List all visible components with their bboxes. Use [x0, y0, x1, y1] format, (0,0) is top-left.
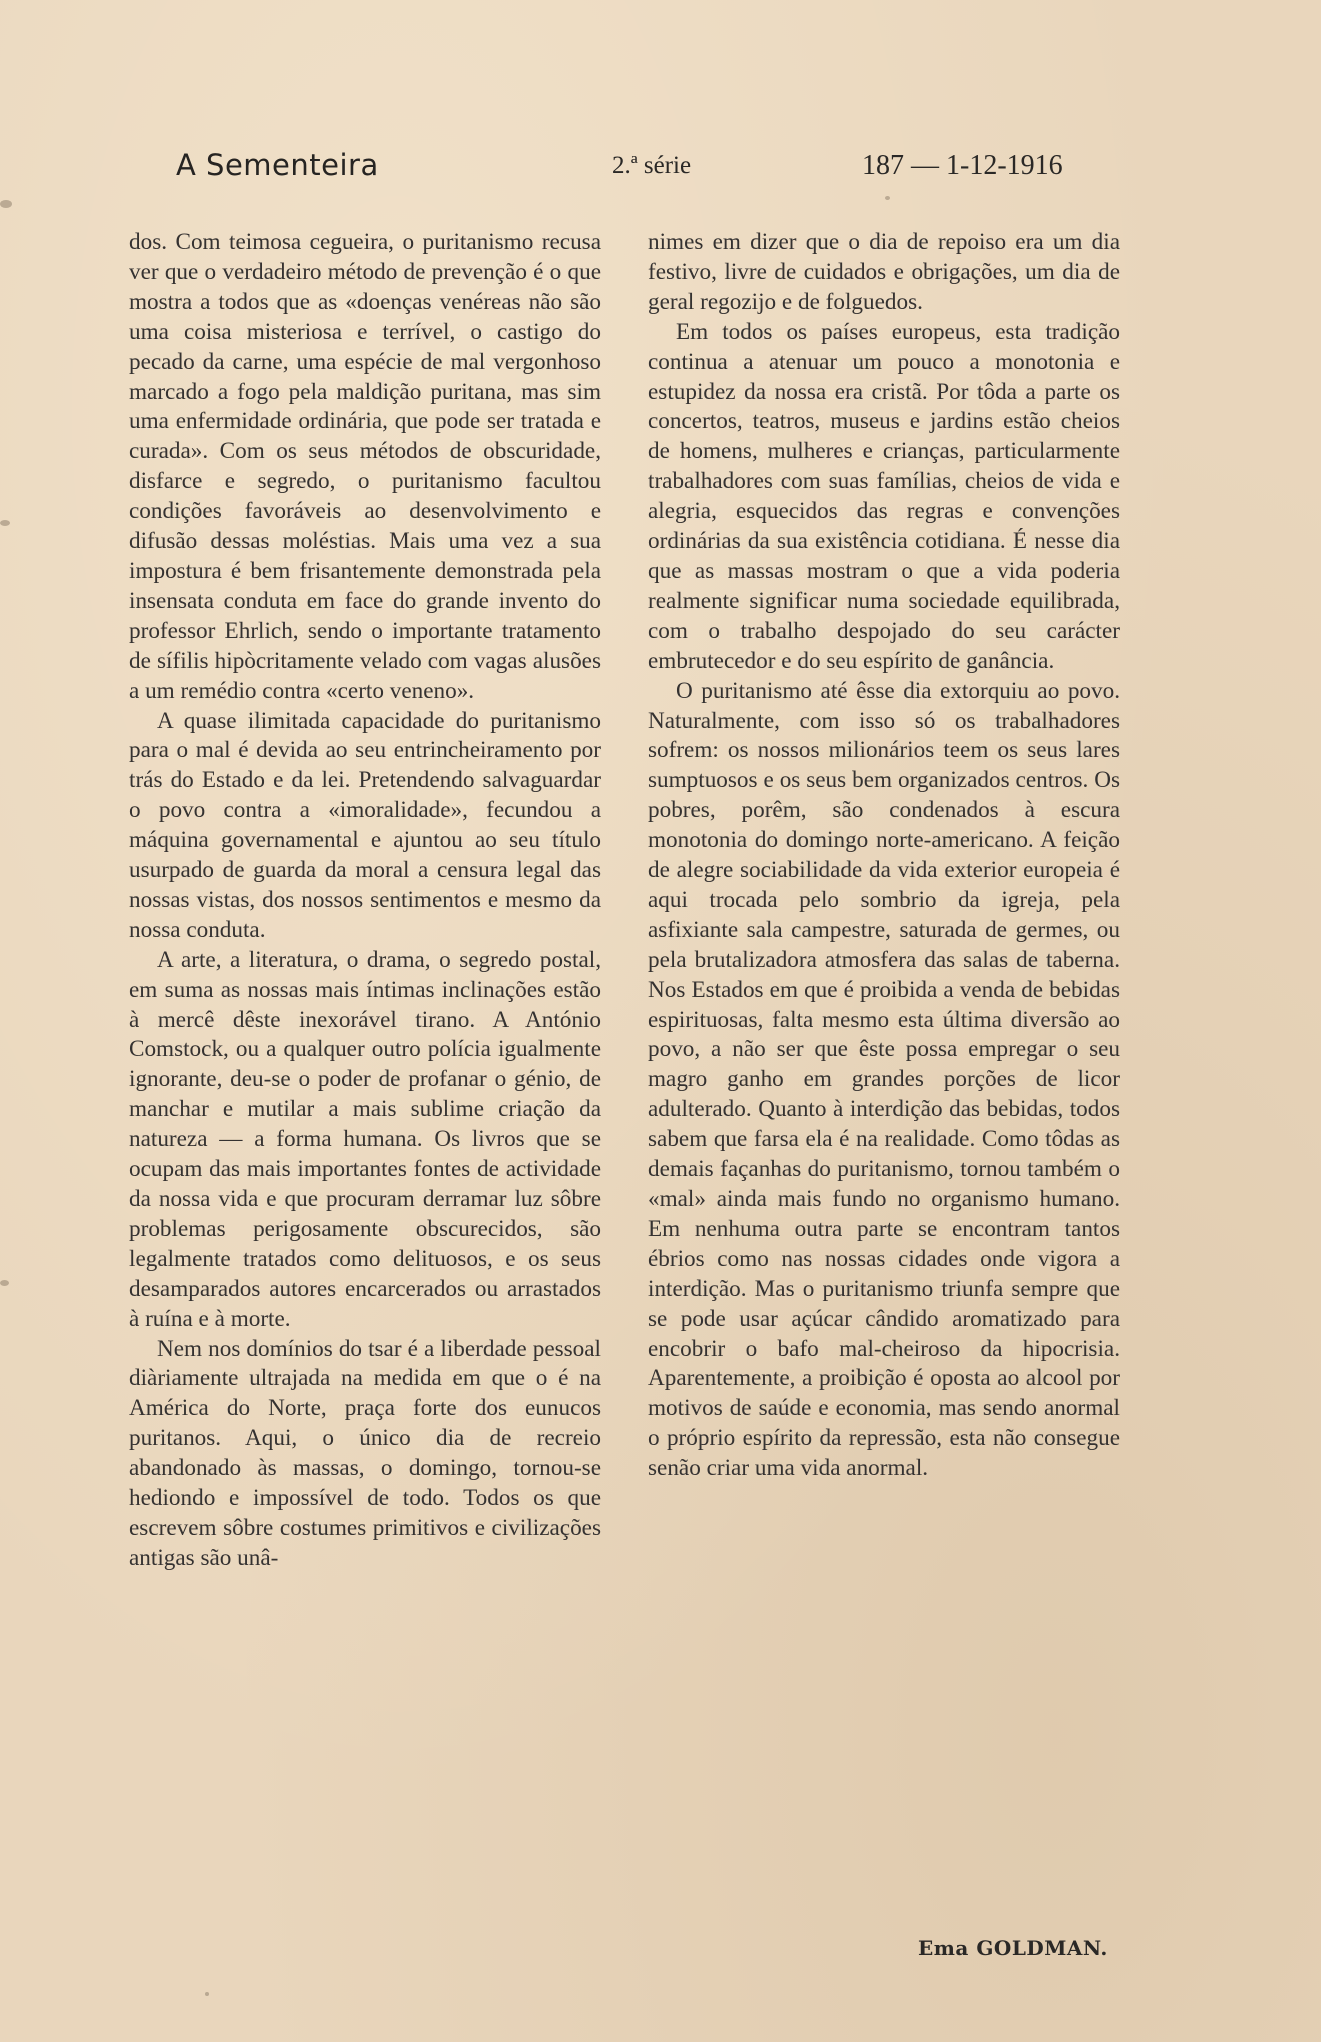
paragraph: Em todos os países europeus, esta tradição continua a atenuar um pouco a monotonia e estupidez da nossa era cristã. Por tôda a parte os concertos, teatros, museus e jardins estão cheios de homens, mulheres e crianças, particularmente trabalhadores com suas famílias, cheios de vida e alegria, esquecidos das regras e convenções ordinárias da sua existência cotidiana. É nesse dia que as massas mostram o que a vida poderia realmente significar numa sociedade equilibrada, com o trabalho despojado do seu carácter embrutecedor e do seu espírito de ganância.: [648, 318, 1120, 674]
paper-speck: [205, 1992, 209, 1996]
paragraph: Nem nos domínios do tsar é a liberdade pessoal diàriamente ultrajada na medida em que o é na América do Norte, praça forte dos eunucos puritanos. Aqui, o único dia de recreio abandonado às massas, o domingo, tornou-se hediondo e impossível de todo. Todos os que escrevem sôbre costumes primitivos e civilizações antigas são unâ-: [129, 1335, 601, 1571]
paragraph: dos. Com teimosa cegueira, o puritanismo recusa ver que o verdadeiro método de prevenção é o que mostra a todos que as «doenças venéreas não são uma coisa misteriosa e terrível, o castigo do pecado da carne, uma espécie de mal vergonhoso marcado a fogo pela maldição puritana, mas sim uma enfermidade ordinária, que pode ser tratada e curada». Com os seus métodos de obscuridade, disfarce e segredo, o puritanismo facultou condições favoráveis ao desenvolvimento e difusão dessas moléstias. Mais uma vez a sua impostura é bem frisantemente demonstrada pela insensata conduta em face do grande invento do professor Ehrlich, sendo o importante tratamento de sífilis hipòcritamente velado com vagas alusões a um remédio contra «certo veneno».: [129, 229, 601, 704]
issue-date: 187 — 1-12-1916: [862, 150, 1063, 181]
right-column: [648, 228, 1120, 1484]
left-column: [129, 228, 601, 1574]
author-signature: Ema GOLDMAN.: [918, 1936, 1108, 1960]
paragraph: nimes em dizer que o dia de repoiso era um dia festivo, livre de cuidados e obrigações, um dia de geral regozijo e de folguedos.: [648, 229, 1120, 315]
publication-title: A Sementeira: [176, 148, 379, 182]
paper-speck: [885, 196, 890, 200]
paragraph: A arte, a literatura, o drama, o segredo postal, em suma as nossas mais íntimas inclinações estão à mercê dêste inexorável tirano. A António Comstock, ou a qualquer outro polícia igualmente ignorante, deu-se o poder de profanar o génio, de manchar e mutilar a mais sublime criação da natureza — a forma humana. Os livros que se ocupam das mais importantes fontes de actividade da nossa vida e que procuram derramar luz sôbre problemas perigosamente obscurecidos, são legalmente tratados como delituosos, e os seus desamparados autores encarcerados ou arrastados à ruína e à morte.: [129, 946, 601, 1332]
paragraph: A quase ilimitada capacidade do puritanismo para o mal é devida ao seu entrincheiramento por trás do Estado e da lei. Pretendendo salvaguardar o povo contra a «imoralidade», fecundou a máquina governamental e ajuntou ao seu título usurpado de guarda da moral a censura legal das nossas vistas, dos nossos sentimentos e mesmo da nossa conduta.: [129, 707, 601, 943]
paragraph: O puritanismo até êsse dia extorquiu ao povo. Naturalmente, com isso só os trabalhadores sofrem: os nossos milionários teem os seus lares sumptuosos e os seus bem organizados centros. Os pobres, porêm, são condenados à escura monotonia do domingo norte-americano. A feição de alegre sociabilidade da vida exterior europeia é aqui trocada pelo sombrio da igreja, pela asfixiante sala campestre, saturada de germes, ou pela brutalizadora atmosfera das salas de taberna. Nos Estados em que é proibida a venda de bebidas espirituosas, falta mesmo esta última diversão ao povo, a não ser que êste possa empregar o seu magro ganho em grandes porções de licor adulterado. Quanto à interdição das bebidas, todos sabem que farsa ela é na realidade. Como tôdas as demais façanhas do puritanismo, tornou também o «mal» ainda mais fundo no organismo humano. Em nenhuma outra parte se encontram tantos ébrios como nas nossas cidades onde vigora a interdição. Mas o puritanismo triunfa sempre que se pode usar açúcar cândido aromatizado para encobrir o bafo mal-cheiroso da hipocrisia. Aparentemente, a proibição é oposta ao alcool por motivos de saúde e economia, mas sendo anormal o próprio espírito da repressão, esta não consegue senão criar uma vida anormal.: [648, 677, 1120, 1482]
series-label: 2.ª série: [612, 152, 692, 179]
paper-speck: [0, 200, 12, 208]
page-header: [0, 148, 1321, 188]
paper-speck: [0, 1280, 9, 1286]
paper-speck: [0, 520, 10, 526]
